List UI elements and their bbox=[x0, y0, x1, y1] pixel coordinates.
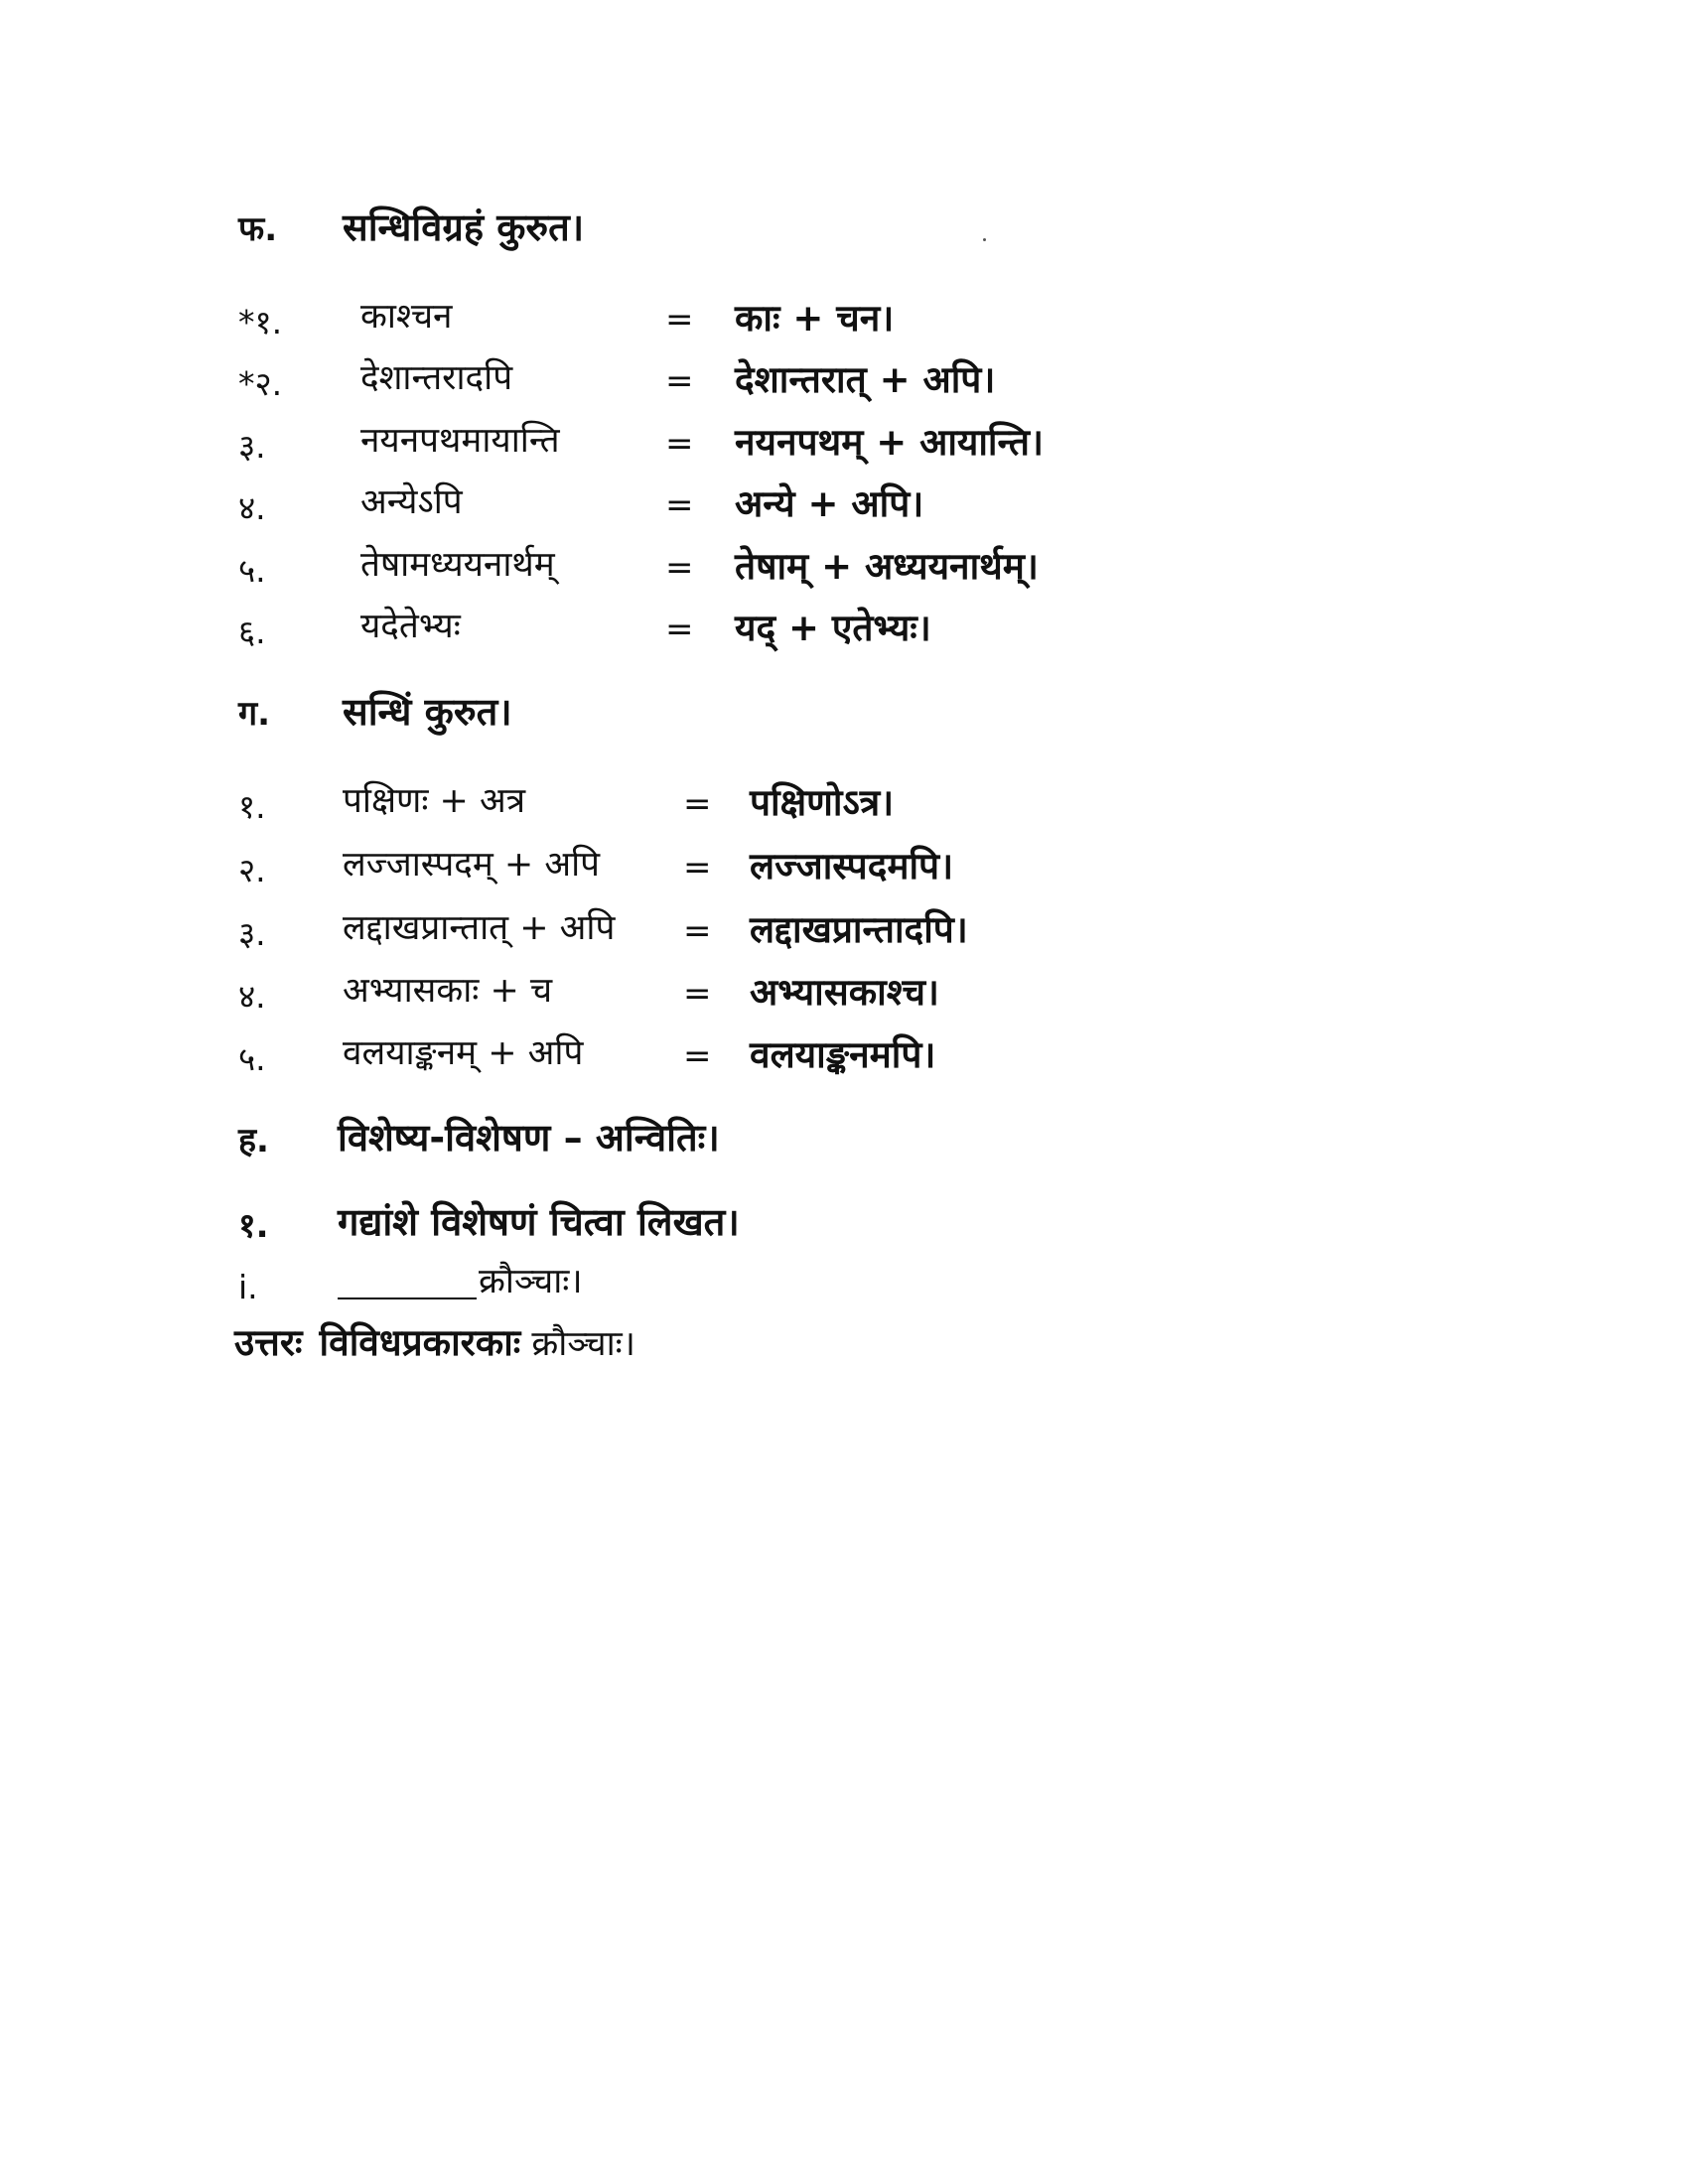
pha-item-3-eq: = bbox=[665, 424, 694, 464]
ha-sub-line bbox=[338, 1262, 583, 1301]
ha-answer-line bbox=[234, 1321, 635, 1364]
pha-item-2-answer: देशान्तरात् + अपि। bbox=[735, 358, 996, 401]
ga-item-4-num: ४. bbox=[238, 977, 266, 1016]
pha-item-5-word: तेषामध्ययनार्थम् bbox=[360, 545, 555, 585]
ha-question-num: १. bbox=[238, 1206, 269, 1246]
ga-item-4-answer: अभ्यासकाश्च। bbox=[750, 971, 939, 1014]
pha-item-2-word: देशान्तरादपि bbox=[360, 358, 513, 398]
pha-item-3-answer: नयनपथम् + आयान्ति। bbox=[735, 421, 1045, 464]
ga-item-2-num: २. bbox=[238, 851, 266, 889]
pha-item-4-word: अन्येऽपि bbox=[360, 482, 463, 522]
section-pha-marker: फ. bbox=[238, 209, 278, 249]
ga-item-2-answer: लज्जास्पदमपि। bbox=[750, 845, 954, 887]
pha-item-4-answer: अन्ये + अपि। bbox=[735, 482, 924, 525]
ga-item-4-word: अभ्यासकाः + च bbox=[343, 971, 553, 1011]
ga-item-2-word: लज्जास्पदम् + अपि bbox=[343, 845, 601, 885]
pha-item-1-eq: = bbox=[665, 300, 694, 340]
pha-item-3-word: नयनपथमायान्ति bbox=[360, 421, 560, 461]
pha-item-5-eq: = bbox=[665, 548, 694, 588]
pha-item-2-eq: = bbox=[665, 361, 694, 401]
ga-item-1-word: पक्षिणः + अत्र bbox=[343, 781, 526, 821]
ga-item-3-answer: लद्दाखप्रान्तादपि। bbox=[750, 908, 968, 951]
ha-answer-rest: क्रौञ्चाः। bbox=[531, 1324, 635, 1364]
section-ga-marker: ग. bbox=[238, 694, 271, 734]
ha-sub-text: क्रौञ्चाः। bbox=[479, 1262, 583, 1301]
pha-item-2-num: *२. bbox=[238, 364, 283, 403]
ha-question-text: गद्यांशे विशेषणं चित्वा लिखत। bbox=[338, 1200, 740, 1244]
pha-item-6-answer: यद् + एतेभ्यः। bbox=[735, 607, 931, 649]
pha-item-3-num: ३. bbox=[238, 427, 266, 466]
ga-item-1-eq: = bbox=[683, 784, 712, 824]
ga-item-1-num: १. bbox=[238, 787, 266, 826]
section-ha-marker: ह. bbox=[238, 1121, 269, 1160]
pha-item-4-num: ४. bbox=[238, 488, 266, 527]
ga-item-5-eq: = bbox=[683, 1036, 712, 1076]
pha-item-1-num: *१. bbox=[238, 303, 283, 341]
section-ha-title: विशेष्य-विशेषण – अन्वितिः। bbox=[338, 1116, 720, 1160]
ga-item-2-eq: = bbox=[683, 848, 712, 887]
pha-item-4-eq: = bbox=[665, 485, 694, 525]
pha-item-1-answer: काः + चन। bbox=[735, 297, 895, 340]
pha-item-1-word: काश्चन bbox=[360, 297, 453, 337]
ga-item-3-num: ३. bbox=[238, 914, 266, 953]
ga-item-5-num: ५. bbox=[238, 1039, 266, 1078]
ga-item-3-eq: = bbox=[683, 911, 712, 951]
pha-item-6-eq: = bbox=[665, 610, 694, 649]
section-ga-title: सन्धिं कुरुत। bbox=[343, 690, 512, 734]
ga-item-3-word: लद्दाखप्रान्तात् + अपि bbox=[343, 908, 616, 948]
ha-sub-num: i. bbox=[238, 1268, 258, 1306]
section-pha-title: सन्धिविग्रहं कुरुत। bbox=[343, 205, 585, 249]
ha-answer-bold: विविधप्रकारकाः bbox=[319, 1321, 521, 1364]
ga-item-1-answer: पक्षिणोऽत्र। bbox=[750, 781, 895, 824]
pha-item-6-word: यदेतेभ्यः bbox=[360, 607, 461, 646]
pha-item-5-answer: तेषाम् + अध्ययनार्थम्। bbox=[735, 545, 1039, 588]
ga-item-5-answer: वलयाङ्कनमपि। bbox=[750, 1033, 936, 1076]
ga-item-4-eq: = bbox=[683, 974, 712, 1014]
stray-dot bbox=[983, 238, 986, 241]
fill-blank bbox=[338, 1268, 477, 1299]
ha-answer-label: उत्तरः bbox=[234, 1321, 303, 1364]
pha-item-5-num: ५. bbox=[238, 551, 266, 590]
pha-item-6-num: ६. bbox=[238, 613, 266, 651]
ga-item-5-word: वलयाङ्कनम् + अपि bbox=[343, 1033, 584, 1073]
